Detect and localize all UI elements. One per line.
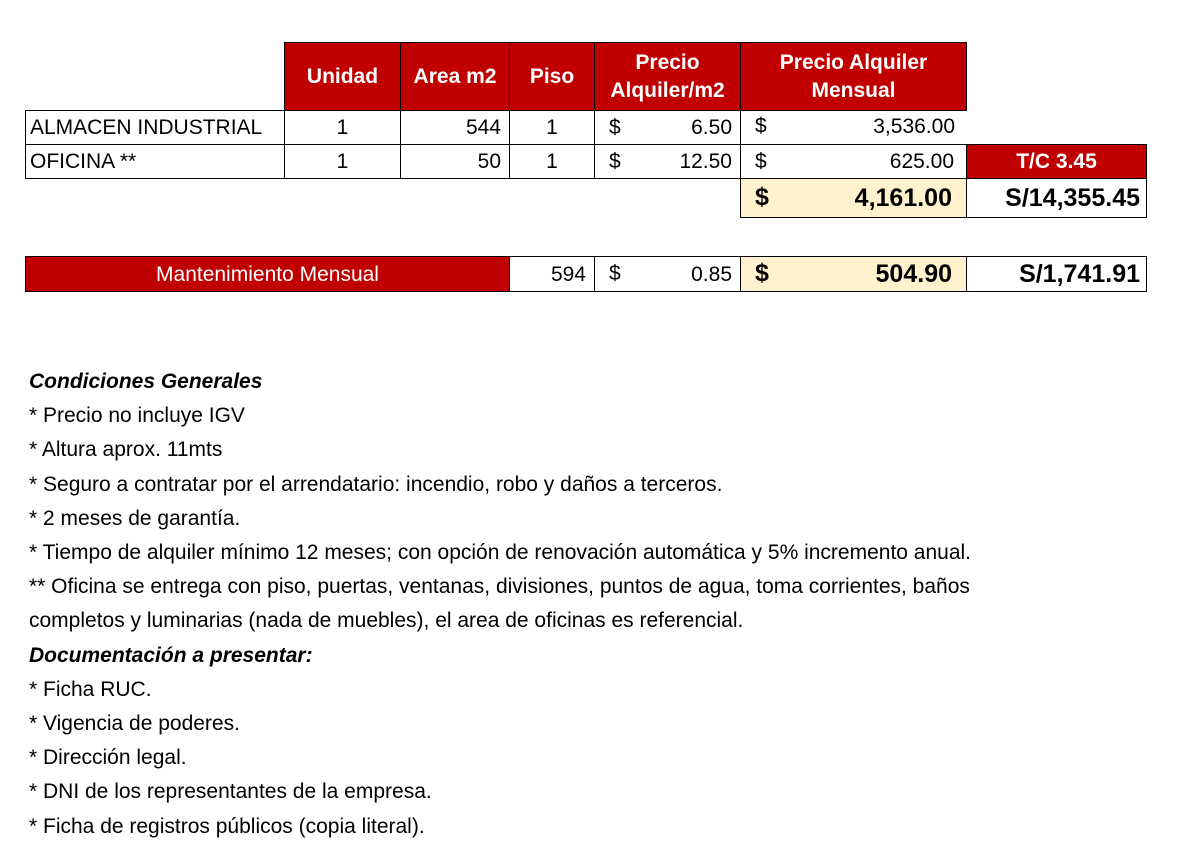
currency-symbol: $ [609,115,621,139]
row-2-precio-mensual: $ 625.00 [740,144,967,179]
header-unidad: Unidad [284,42,401,111]
currency-symbol: $ [609,149,621,173]
row-2-precio-m2: $ 12.50 [594,144,741,179]
notes-section [29,365,1179,844]
currency-symbol: $ [609,262,621,286]
condition-item: * Seguro a contratar por el arrendatario: incendio, robo y daños a terceros. [29,472,723,496]
currency-symbol: $ [755,149,767,173]
total-pen: S/14,355.45 [966,178,1147,218]
maintenance-area: 594 [509,256,595,292]
condition-item: completos y luminarias (nada de muebles), el area de oficinas es referencial. [29,609,744,633]
maintenance-total-usd: $ 504.90 [740,256,967,292]
condition-item: * Tiempo de alquiler mínimo 12 meses; con opción de renovación automática y 5% incremento anual. [29,541,972,565]
maintenance-total-pen: S/1,741.91 [966,256,1147,292]
row-1-unidad: 1 [284,110,401,145]
row-2-name: OFICINA ** [25,144,285,179]
row-1-precio-mensual: $ 3,536.00 [740,110,967,145]
header-area: Area m2 [400,42,510,111]
condition-item: * 2 meses de garantía. [29,506,241,530]
total-usd: $ 4,161.00 [740,178,967,218]
condition-item: * Altura aprox. 11mts [29,438,223,462]
condition-item: ** Oficina se entrega con piso, puertas, ventanas, divisiones, puntos de agua, toma corrientes, baños [29,575,970,599]
document-item: * DNI de los representantes de la empresa. [29,780,432,804]
maintenance-label: Mantenimiento Mensual [25,256,510,292]
maintenance-price-m2: $ 0.85 [594,256,741,292]
row-2-unidad: 1 [284,144,401,179]
document-item: * Vigencia de poderes. [29,712,240,736]
row-2-piso: 1 [509,144,595,179]
document-item: * Ficha RUC. [29,677,152,701]
exchange-rate-badge: T/C 3.45 [966,144,1147,179]
currency-symbol: $ [755,114,767,138]
row-1-area: 544 [400,110,510,145]
row-2-area: 50 [400,144,510,179]
header-precio-mensual: Precio Alquiler Mensual [740,42,967,111]
condition-item: * Precio no incluye IGV [29,404,245,428]
document-item: * Ficha de registros públicos (copia literal). [29,814,425,838]
currency-symbol: $ [755,259,769,287]
documents-heading: Documentación a presentar: [29,643,313,667]
row-1-piso: 1 [509,110,595,145]
currency-symbol: $ [755,183,769,211]
document-item: * Dirección legal. [29,746,187,770]
header-precio-m2: Precio Alquiler/m2 [594,42,741,111]
header-piso: Piso [509,42,595,111]
conditions-heading: Condiciones Generales [29,370,263,393]
row-1-precio-m2: $ 6.50 [594,110,741,145]
row-1-name: ALMACEN INDUSTRIAL [25,110,285,145]
